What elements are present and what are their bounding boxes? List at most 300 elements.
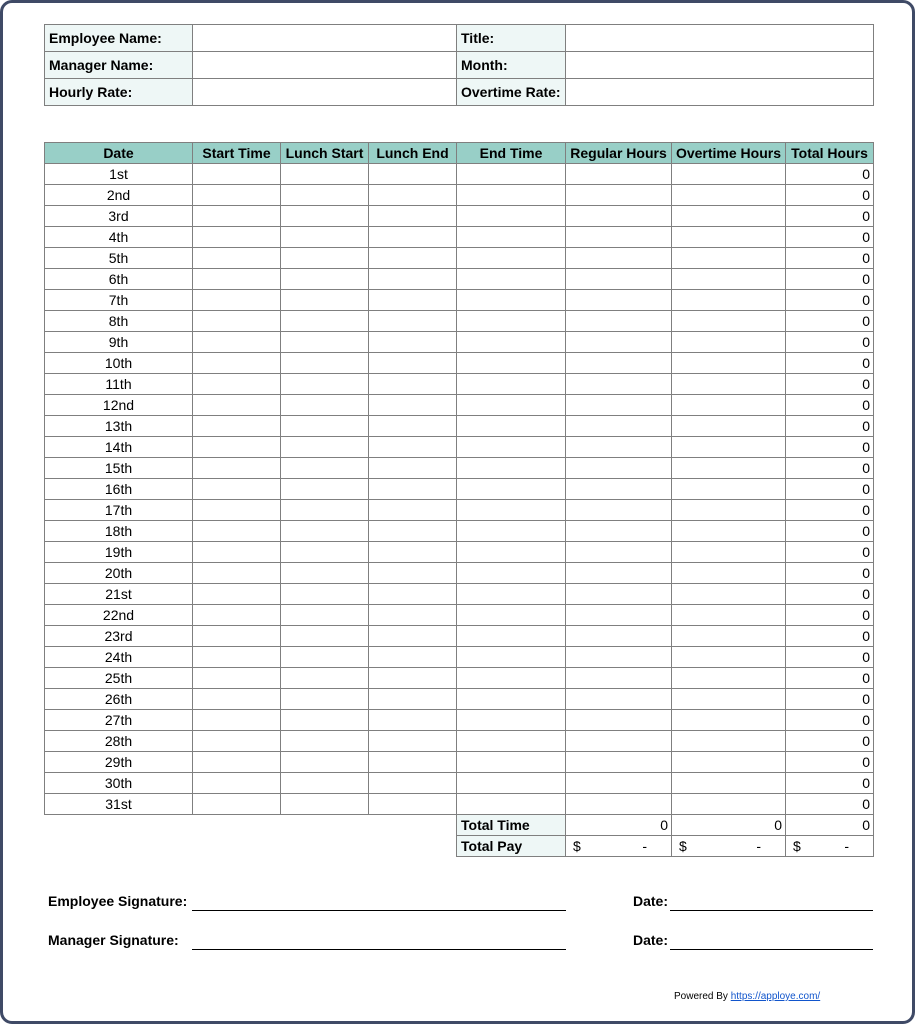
table-row bbox=[45, 626, 874, 647]
end-time-cell[interactable] bbox=[457, 752, 566, 773]
overtime-hours-cell[interactable] bbox=[672, 164, 786, 185]
lunch-end-cell[interactable] bbox=[369, 689, 457, 710]
date-cell: 9th bbox=[45, 332, 193, 353]
start-time-cell[interactable] bbox=[193, 248, 281, 269]
table-row bbox=[45, 479, 874, 500]
table-row bbox=[45, 689, 874, 710]
end-time-cell[interactable] bbox=[457, 668, 566, 689]
regular-hours-cell[interactable] bbox=[566, 206, 672, 227]
total-hours-cell: 0 bbox=[786, 668, 874, 689]
date-cell: 6th bbox=[45, 269, 193, 290]
total-hours-cell: 0 bbox=[786, 332, 874, 353]
apploye-link[interactable]: https://apploye.com/ bbox=[730, 991, 821, 1002]
date-cell: 11th bbox=[45, 374, 193, 395]
end-time-cell[interactable] bbox=[457, 584, 566, 605]
overtime-hours-cell[interactable] bbox=[672, 668, 786, 689]
lunch-start-cell[interactable] bbox=[281, 416, 369, 437]
employee-date-line[interactable] bbox=[670, 910, 873, 911]
total-hours-cell: 0 bbox=[786, 206, 874, 227]
regular-hours-cell[interactable] bbox=[566, 374, 672, 395]
table-row bbox=[45, 206, 874, 227]
start-time-cell[interactable] bbox=[193, 773, 281, 794]
date-cell: 24th bbox=[45, 647, 193, 668]
total-hours-cell: 0 bbox=[786, 290, 874, 311]
overtime-hours-cell[interactable] bbox=[672, 374, 786, 395]
regular-hours-cell[interactable] bbox=[566, 248, 672, 269]
table-row bbox=[45, 374, 874, 395]
total-hours-cell: 0 bbox=[786, 689, 874, 710]
regular-hours-cell[interactable] bbox=[566, 794, 672, 815]
table-row bbox=[45, 584, 874, 605]
footer bbox=[674, 991, 820, 1002]
overtime-hours-cell[interactable] bbox=[672, 731, 786, 752]
date-cell: 27th bbox=[45, 710, 193, 731]
total-pay-regular bbox=[566, 836, 672, 857]
start-time-cell[interactable] bbox=[193, 521, 281, 542]
start-time-cell[interactable] bbox=[193, 689, 281, 710]
start-time-cell[interactable] bbox=[193, 185, 281, 206]
start-time-cell[interactable] bbox=[193, 668, 281, 689]
regular-hours-cell[interactable] bbox=[566, 521, 672, 542]
end-time-cell[interactable] bbox=[457, 164, 566, 185]
start-time-cell[interactable] bbox=[193, 752, 281, 773]
date-cell: 23rd bbox=[45, 626, 193, 647]
start-time-cell[interactable] bbox=[193, 542, 281, 563]
regular-hours-cell[interactable] bbox=[566, 185, 672, 206]
total-time-row bbox=[45, 815, 874, 836]
lunch-end-cell[interactable] bbox=[369, 773, 457, 794]
lunch-start-cell[interactable] bbox=[281, 563, 369, 584]
overtime-hours-cell[interactable] bbox=[672, 395, 786, 416]
lunch-start-cell[interactable] bbox=[281, 164, 369, 185]
end-time-cell[interactable] bbox=[457, 353, 566, 374]
lunch-end-cell[interactable] bbox=[369, 500, 457, 521]
date-cell: 5th bbox=[45, 248, 193, 269]
date-cell: 20th bbox=[45, 563, 193, 584]
lunch-end-cell[interactable] bbox=[369, 227, 457, 248]
end-time-cell[interactable] bbox=[457, 647, 566, 668]
lunch-end-cell[interactable] bbox=[369, 521, 457, 542]
lunch-end-cell[interactable] bbox=[369, 563, 457, 584]
employee-info-table bbox=[44, 24, 874, 106]
total-hours-cell: 0 bbox=[786, 773, 874, 794]
lunch-end-cell[interactable] bbox=[369, 794, 457, 815]
manager-date-label: Date: bbox=[633, 932, 669, 948]
regular-hours-cell[interactable] bbox=[566, 164, 672, 185]
employee-name-field[interactable] bbox=[193, 25, 457, 52]
title-field[interactable] bbox=[566, 25, 874, 52]
start-time-cell[interactable] bbox=[193, 458, 281, 479]
table-row bbox=[45, 437, 874, 458]
start-time-cell[interactable] bbox=[193, 584, 281, 605]
end-time-cell[interactable] bbox=[457, 479, 566, 500]
start-time-cell[interactable] bbox=[193, 290, 281, 311]
regular-hours-cell[interactable] bbox=[566, 647, 672, 668]
start-time-cell[interactable] bbox=[193, 353, 281, 374]
regular-hours-cell[interactable] bbox=[566, 437, 672, 458]
regular-hours-cell[interactable] bbox=[566, 290, 672, 311]
date-cell: 17th bbox=[45, 500, 193, 521]
header-overtime-hours: Overtime Hours bbox=[672, 143, 786, 164]
lunch-start-cell[interactable] bbox=[281, 395, 369, 416]
overtime-hours-cell[interactable] bbox=[672, 185, 786, 206]
overtime-hours-cell[interactable] bbox=[672, 248, 786, 269]
date-cell: 1st bbox=[45, 164, 193, 185]
manager-name-label: Manager Name: bbox=[45, 52, 193, 79]
end-time-cell[interactable] bbox=[457, 689, 566, 710]
lunch-start-cell[interactable] bbox=[281, 374, 369, 395]
total-hours-cell: 0 bbox=[786, 731, 874, 752]
header-start-time: Start Time bbox=[193, 143, 281, 164]
date-cell: 7th bbox=[45, 290, 193, 311]
employee-name-label: Employee Name: bbox=[45, 25, 193, 52]
overtime-hours-cell[interactable] bbox=[672, 689, 786, 710]
currency-symbol: $ bbox=[793, 838, 801, 854]
table-row bbox=[45, 164, 874, 185]
date-cell: 18th bbox=[45, 521, 193, 542]
end-time-cell[interactable] bbox=[457, 521, 566, 542]
date-cell: 4th bbox=[45, 227, 193, 248]
lunch-start-cell[interactable] bbox=[281, 773, 369, 794]
lunch-end-cell[interactable] bbox=[369, 731, 457, 752]
date-cell: 30th bbox=[45, 773, 193, 794]
table-row bbox=[45, 647, 874, 668]
lunch-start-cell[interactable] bbox=[281, 290, 369, 311]
overtime-hours-cell[interactable] bbox=[672, 773, 786, 794]
total-hours-cell: 0 bbox=[786, 416, 874, 437]
lunch-start-cell[interactable] bbox=[281, 689, 369, 710]
manager-signature-line[interactable] bbox=[192, 949, 566, 950]
overtime-hours-cell[interactable] bbox=[672, 311, 786, 332]
total-hours-cell: 0 bbox=[786, 164, 874, 185]
table-row bbox=[45, 290, 874, 311]
overtime-hours-cell[interactable] bbox=[672, 332, 786, 353]
overtime-hours-cell[interactable] bbox=[672, 542, 786, 563]
total-hours-cell: 0 bbox=[786, 269, 874, 290]
header-date: Date bbox=[45, 143, 193, 164]
lunch-end-cell[interactable] bbox=[369, 206, 457, 227]
start-time-cell[interactable] bbox=[193, 227, 281, 248]
end-time-cell[interactable] bbox=[457, 626, 566, 647]
overtime-hours-cell[interactable] bbox=[672, 269, 786, 290]
lunch-start-cell[interactable] bbox=[281, 227, 369, 248]
lunch-start-cell[interactable] bbox=[281, 521, 369, 542]
overtime-hours-cell[interactable] bbox=[672, 584, 786, 605]
lunch-end-cell[interactable] bbox=[369, 164, 457, 185]
table-row bbox=[45, 794, 874, 815]
date-cell: 15th bbox=[45, 458, 193, 479]
start-time-cell[interactable] bbox=[193, 710, 281, 731]
regular-hours-cell[interactable] bbox=[566, 731, 672, 752]
lunch-start-cell[interactable] bbox=[281, 668, 369, 689]
lunch-end-cell[interactable] bbox=[369, 584, 457, 605]
table-row bbox=[45, 521, 874, 542]
regular-hours-cell[interactable] bbox=[566, 479, 672, 500]
overtime-hours-cell[interactable] bbox=[672, 416, 786, 437]
lunch-start-cell[interactable] bbox=[281, 731, 369, 752]
overtime-hours-cell[interactable] bbox=[672, 626, 786, 647]
lunch-start-cell[interactable] bbox=[281, 479, 369, 500]
table-row bbox=[45, 752, 874, 773]
table-row bbox=[45, 563, 874, 584]
header-lunch-start: Lunch Start bbox=[281, 143, 369, 164]
start-time-cell[interactable] bbox=[193, 626, 281, 647]
hourly-rate-label: Hourly Rate: bbox=[45, 79, 193, 106]
regular-hours-cell[interactable] bbox=[566, 227, 672, 248]
overtime-hours-cell[interactable] bbox=[672, 647, 786, 668]
overtime-hours-cell[interactable] bbox=[672, 206, 786, 227]
end-time-cell[interactable] bbox=[457, 269, 566, 290]
start-time-cell[interactable] bbox=[193, 206, 281, 227]
end-time-cell[interactable] bbox=[457, 206, 566, 227]
start-time-cell[interactable] bbox=[193, 332, 281, 353]
lunch-start-cell[interactable] bbox=[281, 626, 369, 647]
lunch-end-cell[interactable] bbox=[369, 395, 457, 416]
total-hours-cell: 0 bbox=[786, 500, 874, 521]
total-hours-cell: 0 bbox=[786, 374, 874, 395]
currency-symbol: $ bbox=[679, 838, 687, 854]
lunch-end-cell[interactable] bbox=[369, 437, 457, 458]
table-row bbox=[45, 731, 874, 752]
lunch-start-cell[interactable] bbox=[281, 206, 369, 227]
regular-hours-cell[interactable] bbox=[566, 563, 672, 584]
regular-hours-cell[interactable] bbox=[566, 353, 672, 374]
header-lunch-end: Lunch End bbox=[369, 143, 457, 164]
overtime-hours-cell[interactable] bbox=[672, 227, 786, 248]
total-hours-cell: 0 bbox=[786, 605, 874, 626]
regular-hours-cell[interactable] bbox=[566, 542, 672, 563]
total-hours-cell: 0 bbox=[786, 794, 874, 815]
overtime-hours-cell[interactable] bbox=[672, 353, 786, 374]
manager-name-field[interactable] bbox=[193, 52, 457, 79]
start-time-cell[interactable] bbox=[193, 269, 281, 290]
lunch-start-cell[interactable] bbox=[281, 710, 369, 731]
header-regular-hours: Regular Hours bbox=[566, 143, 672, 164]
table-row bbox=[45, 227, 874, 248]
total-hours-cell: 0 bbox=[786, 227, 874, 248]
month-field[interactable] bbox=[566, 52, 874, 79]
date-cell: 3rd bbox=[45, 206, 193, 227]
start-time-cell[interactable] bbox=[193, 647, 281, 668]
lunch-end-cell[interactable] bbox=[369, 290, 457, 311]
lunch-start-cell[interactable] bbox=[281, 584, 369, 605]
total-hours-cell: 0 bbox=[786, 710, 874, 731]
total-hours-cell: 0 bbox=[786, 185, 874, 206]
lunch-start-cell[interactable] bbox=[281, 437, 369, 458]
total-hours-cell: 0 bbox=[786, 395, 874, 416]
regular-hours-cell[interactable] bbox=[566, 500, 672, 521]
regular-hours-cell[interactable] bbox=[566, 416, 672, 437]
date-cell: 28th bbox=[45, 731, 193, 752]
start-time-cell[interactable] bbox=[193, 794, 281, 815]
regular-hours-cell[interactable] bbox=[566, 752, 672, 773]
lunch-start-cell[interactable] bbox=[281, 500, 369, 521]
currency-symbol: $ bbox=[573, 838, 581, 854]
lunch-end-cell[interactable] bbox=[369, 542, 457, 563]
end-time-cell[interactable] bbox=[457, 731, 566, 752]
lunch-end-cell[interactable] bbox=[369, 458, 457, 479]
regular-hours-cell[interactable] bbox=[566, 584, 672, 605]
lunch-end-cell[interactable] bbox=[369, 647, 457, 668]
regular-hours-cell[interactable] bbox=[566, 332, 672, 353]
total-hours-cell: 0 bbox=[786, 353, 874, 374]
lunch-start-cell[interactable] bbox=[281, 542, 369, 563]
lunch-end-cell[interactable] bbox=[369, 710, 457, 731]
powered-by-text: Powered By bbox=[674, 991, 728, 1002]
regular-hours-cell[interactable] bbox=[566, 458, 672, 479]
end-time-cell[interactable] bbox=[457, 311, 566, 332]
table-row bbox=[45, 668, 874, 689]
end-time-cell[interactable] bbox=[457, 773, 566, 794]
lunch-end-cell[interactable] bbox=[369, 248, 457, 269]
date-cell: 31st bbox=[45, 794, 193, 815]
date-cell: 22nd bbox=[45, 605, 193, 626]
total-hours-cell: 0 bbox=[786, 311, 874, 332]
timesheet-header-row bbox=[45, 143, 874, 164]
table-row bbox=[45, 605, 874, 626]
end-time-cell[interactable] bbox=[457, 248, 566, 269]
end-time-cell[interactable] bbox=[457, 185, 566, 206]
overtime-hours-cell[interactable] bbox=[672, 563, 786, 584]
header-end-time: End Time bbox=[457, 143, 566, 164]
total-hours-cell: 0 bbox=[786, 584, 874, 605]
total-time-regular: 0 bbox=[566, 815, 672, 836]
lunch-start-cell[interactable] bbox=[281, 647, 369, 668]
overtime-hours-cell[interactable] bbox=[672, 479, 786, 500]
regular-hours-cell[interactable] bbox=[566, 668, 672, 689]
date-cell: 21st bbox=[45, 584, 193, 605]
end-time-cell[interactable] bbox=[457, 500, 566, 521]
lunch-end-cell[interactable] bbox=[369, 668, 457, 689]
overtime-hours-cell[interactable] bbox=[672, 794, 786, 815]
hourly-rate-field[interactable] bbox=[193, 79, 457, 106]
date-cell: 8th bbox=[45, 311, 193, 332]
total-pay-total bbox=[786, 836, 874, 857]
end-time-cell[interactable] bbox=[457, 794, 566, 815]
lunch-end-cell[interactable] bbox=[369, 353, 457, 374]
end-time-cell[interactable] bbox=[457, 563, 566, 584]
table-row bbox=[45, 332, 874, 353]
start-time-cell[interactable] bbox=[193, 311, 281, 332]
employee-signature-line[interactable] bbox=[192, 910, 566, 911]
regular-hours-cell[interactable] bbox=[566, 269, 672, 290]
lunch-end-cell[interactable] bbox=[369, 479, 457, 500]
total-pay-overtime bbox=[672, 836, 786, 857]
lunch-start-cell[interactable] bbox=[281, 458, 369, 479]
date-cell: 19th bbox=[45, 542, 193, 563]
total-time-overtime: 0 bbox=[672, 815, 786, 836]
lunch-end-cell[interactable] bbox=[369, 416, 457, 437]
total-hours-cell: 0 bbox=[786, 563, 874, 584]
overtime-hours-cell[interactable] bbox=[672, 521, 786, 542]
start-time-cell[interactable] bbox=[193, 437, 281, 458]
start-time-cell[interactable] bbox=[193, 605, 281, 626]
end-time-cell[interactable] bbox=[457, 542, 566, 563]
overtime-hours-cell[interactable] bbox=[672, 437, 786, 458]
lunch-start-cell[interactable] bbox=[281, 605, 369, 626]
end-time-cell[interactable] bbox=[457, 227, 566, 248]
lunch-start-cell[interactable] bbox=[281, 269, 369, 290]
header-total-hours: Total Hours bbox=[786, 143, 874, 164]
overtime-hours-cell[interactable] bbox=[672, 710, 786, 731]
start-time-cell[interactable] bbox=[193, 479, 281, 500]
start-time-cell[interactable] bbox=[193, 416, 281, 437]
overtime-hours-cell[interactable] bbox=[672, 458, 786, 479]
regular-hours-cell[interactable] bbox=[566, 626, 672, 647]
lunch-start-cell[interactable] bbox=[281, 311, 369, 332]
end-time-cell[interactable] bbox=[457, 605, 566, 626]
total-hours-cell: 0 bbox=[786, 248, 874, 269]
lunch-end-cell[interactable] bbox=[369, 332, 457, 353]
end-time-cell[interactable] bbox=[457, 437, 566, 458]
start-time-cell[interactable] bbox=[193, 731, 281, 752]
start-time-cell[interactable] bbox=[193, 395, 281, 416]
regular-hours-cell[interactable] bbox=[566, 689, 672, 710]
lunch-end-cell[interactable] bbox=[369, 185, 457, 206]
table-row bbox=[45, 269, 874, 290]
date-cell: 2nd bbox=[45, 185, 193, 206]
total-time-total: 0 bbox=[786, 815, 874, 836]
table-row bbox=[45, 311, 874, 332]
date-cell: 29th bbox=[45, 752, 193, 773]
lunch-end-cell[interactable] bbox=[369, 752, 457, 773]
end-time-cell[interactable] bbox=[457, 458, 566, 479]
lunch-end-cell[interactable] bbox=[369, 374, 457, 395]
end-time-cell[interactable] bbox=[457, 710, 566, 731]
lunch-start-cell[interactable] bbox=[281, 185, 369, 206]
start-time-cell[interactable] bbox=[193, 374, 281, 395]
lunch-end-cell[interactable] bbox=[369, 605, 457, 626]
table-row bbox=[45, 710, 874, 731]
table-row bbox=[45, 353, 874, 374]
manager-date-line[interactable] bbox=[670, 949, 873, 950]
lunch-end-cell[interactable] bbox=[369, 311, 457, 332]
lunch-start-cell[interactable] bbox=[281, 752, 369, 773]
lunch-start-cell[interactable] bbox=[281, 353, 369, 374]
overtime-hours-cell[interactable] bbox=[672, 290, 786, 311]
lunch-start-cell[interactable] bbox=[281, 794, 369, 815]
table-row bbox=[45, 248, 874, 269]
regular-hours-cell[interactable] bbox=[566, 710, 672, 731]
lunch-end-cell[interactable] bbox=[369, 626, 457, 647]
overtime-hours-cell[interactable] bbox=[672, 605, 786, 626]
start-time-cell[interactable] bbox=[193, 500, 281, 521]
end-time-cell[interactable] bbox=[457, 374, 566, 395]
month-label: Month: bbox=[457, 52, 566, 79]
pay-value: - bbox=[642, 838, 647, 854]
lunch-start-cell[interactable] bbox=[281, 248, 369, 269]
total-hours-cell: 0 bbox=[786, 542, 874, 563]
end-time-cell[interactable] bbox=[457, 416, 566, 437]
overtime-hours-cell[interactable] bbox=[672, 500, 786, 521]
regular-hours-cell[interactable] bbox=[566, 773, 672, 794]
end-time-cell[interactable] bbox=[457, 395, 566, 416]
date-cell: 12nd bbox=[45, 395, 193, 416]
total-hours-cell: 0 bbox=[786, 458, 874, 479]
end-time-cell[interactable] bbox=[457, 290, 566, 311]
lunch-end-cell[interactable] bbox=[369, 269, 457, 290]
regular-hours-cell[interactable] bbox=[566, 605, 672, 626]
regular-hours-cell[interactable] bbox=[566, 311, 672, 332]
start-time-cell[interactable] bbox=[193, 164, 281, 185]
table-row bbox=[45, 185, 874, 206]
lunch-start-cell[interactable] bbox=[281, 332, 369, 353]
end-time-cell[interactable] bbox=[457, 332, 566, 353]
start-time-cell[interactable] bbox=[193, 563, 281, 584]
regular-hours-cell[interactable] bbox=[566, 395, 672, 416]
overtime-rate-field[interactable] bbox=[566, 79, 874, 106]
overtime-hours-cell[interactable] bbox=[672, 752, 786, 773]
